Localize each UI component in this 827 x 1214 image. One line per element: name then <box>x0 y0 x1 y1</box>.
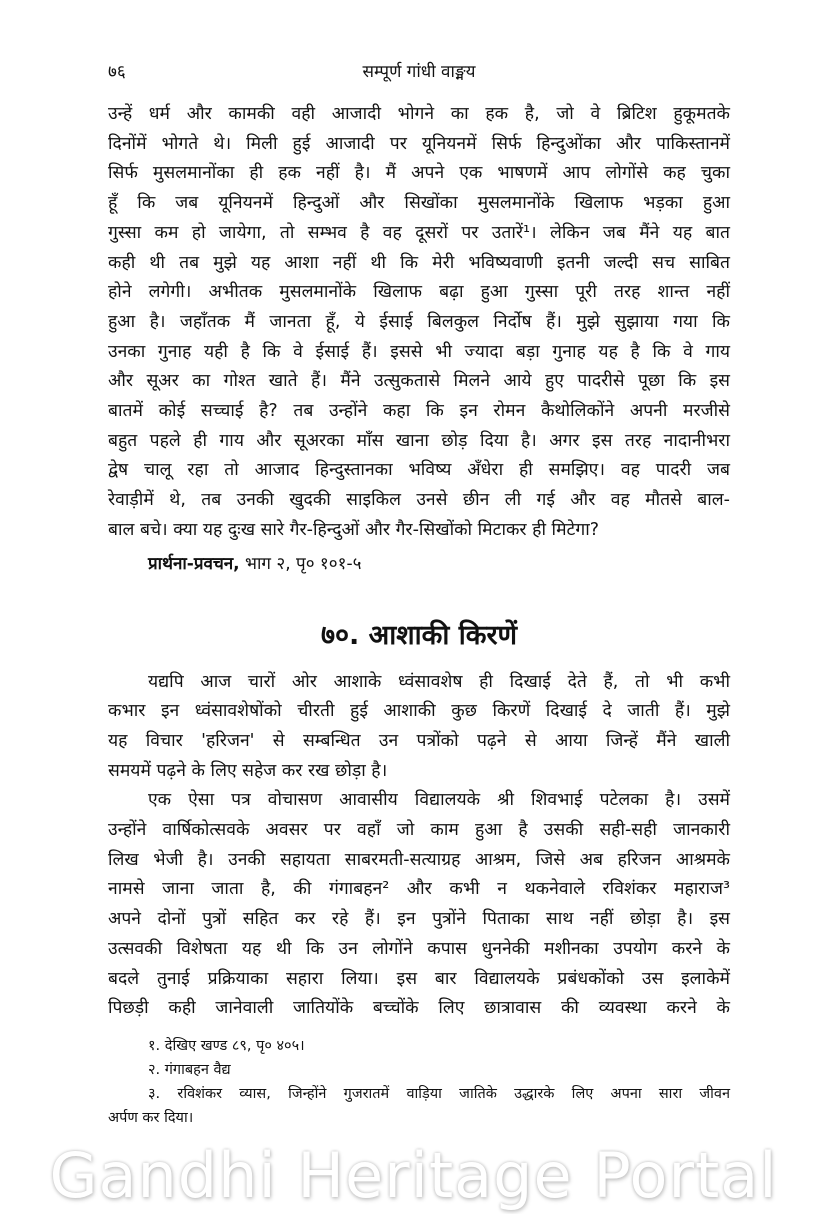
chapter-title: ७०. आशाकी किरणें <box>320 619 518 651</box>
footnote-1: १. देखिए खण्ड ८९, पृ० ४०५। <box>148 1037 305 1054</box>
source-title: प्रार्थना-प्रवचन, <box>148 553 240 574</box>
page-number: ७६ <box>108 62 126 82</box>
text-line: नामसे जाना जाता है, की गंगाबहन² और कभी न थकनेवाले रविशंकर महाराज³ <box>108 879 730 900</box>
text-line: कभार इन ध्वंसावशेषोंको चीरती हुई आशाकी कुछ किरणें दिखाई दे जाती हैं। मुझे <box>108 701 730 722</box>
footnote-3-continued: अर्पण कर दिया। <box>108 1109 194 1126</box>
section1-paragraph <box>108 100 730 546</box>
text-line: उत्सवकी विशेषता यह थी कि उन लोगोंने कपास धुननेकी मशीनका उपयोग करने के <box>108 938 730 959</box>
text-line: सिर्फ मुसलमानोंका ही हक नहीं है। मैं अपने एक भाषणमें आप लोगोंसे कह चुका <box>108 163 730 184</box>
text-line: और सूअर का गोश्त खाते हैं। मैंने उत्सुकतासे मिलने आये हुए पादरीसे पूछा कि इस <box>108 371 730 392</box>
text-line: हूँ कि जब यूनियनमें हिन्दुओं और सिखोंका मुसलमानोंके खिलाफ भड़का हुआ <box>108 193 730 214</box>
text-line: यह विचार 'हरिजन' से सम्बन्धित उन पत्रोंको पढ़ने से आया जिन्हें मैंने खाली <box>108 730 730 751</box>
text-line: उनका गुनाह यही है कि वे ईसाई हैं। इससे भी ज्यादा बड़ा गुनाह यह है कि वे गाय <box>108 341 730 362</box>
chapter-paragraph-2 <box>108 786 730 1024</box>
text-line: एक ऐसा पत्र वोचासण आवासीय विद्यालयके श्री शिवभाई पटेलका है। उसमें <box>148 790 730 811</box>
running-title: सम्पूर्ण गांधी वाङ्मय <box>362 62 476 82</box>
text-line: होने लगेगी। अभीतक मुसलमानोंके खिलाफ बढ़ा हुआ गुस्सा पूरी तरह शान्त नहीं <box>108 282 730 303</box>
text-line: उन्होंने वार्षिकोत्सवके अवसर पर वहाँ जो काम हुआ है उसकी सही-सही जानकारी <box>108 820 730 841</box>
watermark: Gandhi Heritage Portal <box>49 1138 778 1212</box>
text-line: पिछड़ी कही जानेवाली जातियोंके बच्चोंके लिए छात्रावास की व्यवस्था करने के <box>108 998 730 1019</box>
text-line: दिनोंमें भोगते थे। मिली हुई आजादी पर यूनियनमें सिर्फ हिन्दुओंका और पाकिस्तानमें <box>108 133 730 154</box>
footnotes <box>108 1034 730 1130</box>
text-line: यद्यपि आज चारों ओर आशाके ध्वंसावशेष ही दिखाई देते हैं, तो भी कभी <box>148 671 730 692</box>
footnote-2: २. गंगाबहन वैद्य <box>148 1061 231 1078</box>
source-citation <box>108 550 730 578</box>
text-line: बदले तुनाई प्रक्रियाका सहारा लिया। इस बार विद्यालयके प्रबंधकोंको उस इलाकेमें <box>108 968 730 989</box>
text-line: द्वेष चालू रहा तो आजाद हिन्दुस्तानका भविष्य अँधेरा ही समझिए। वह पादरी जब <box>108 460 730 481</box>
text-line: हुआ है। जहाँतक मैं जानता हूँ, ये ईसाई बिलकुल निर्दोष हैं। मुझे सुझाया गया कि <box>108 311 730 332</box>
section1-body <box>108 100 730 578</box>
text-line: समयमें पढ़ने के लिए सहेज कर रख छोड़ा है। <box>108 760 388 781</box>
text-line: गुस्सा कम हो जायेगा, तो सम्भव है वह दूसरों पर उतारें¹। लेकिन जब मैंने यह बात <box>108 222 730 243</box>
chapter-paragraph-1 <box>108 668 730 787</box>
text-line: कही थी तब मुझे यह आशा नहीं थी कि मेरी भविष्यवाणी इतनी जल्दी सच साबित <box>108 252 730 273</box>
text-line: बातमें कोई सच्चाई है? तब उन्होंने कहा कि इन रोमन कैथोलिकोंने अपनी मरजीसे <box>108 401 730 422</box>
chapter-body <box>108 668 730 1024</box>
page-header <box>108 60 730 88</box>
footnote-3: ३. रविशंकर व्यास, जिन्होंने गुजरातमें वाड़िया जातिके उद्धारके लिए अपना सारा जीवन <box>148 1085 730 1102</box>
source-reference: भाग २, पृ० १०१-५ <box>239 553 362 574</box>
text-line: बहुत पहले ही गाय और सूअरका माँस खाना छोड़ दिया है। अगर इस तरह नादानीभरा <box>108 430 730 451</box>
text-line: उन्हें धर्म और कामकी वही आजादी भोगने का हक है, जो वे ब्रिटिश हुकूमतके <box>108 104 730 124</box>
text-line: लिख भेजी है। उनकी सहायता साबरमती-सत्याग्रह आश्रम, जिसे अब हरिजन आश्रमके <box>108 849 730 870</box>
text-line: रेवाड़ीमें थे, तब उनकी खुदकी साइकिल उनसे छीन ली गई और वह मौतसे बाल- <box>108 490 730 511</box>
page <box>49 0 778 1214</box>
text-line: बाल बचे। क्या यह दुःख सारे गैर-हिन्दुओं और गैर-सिखोंको मिटाकर ही मिटेगा? <box>108 519 600 540</box>
text-line: अपने दोनों पुत्रों सहित कर रहे हैं। इन पुत्रोंने पिताका साथ नहीं छोड़ा है। इस <box>108 909 730 930</box>
